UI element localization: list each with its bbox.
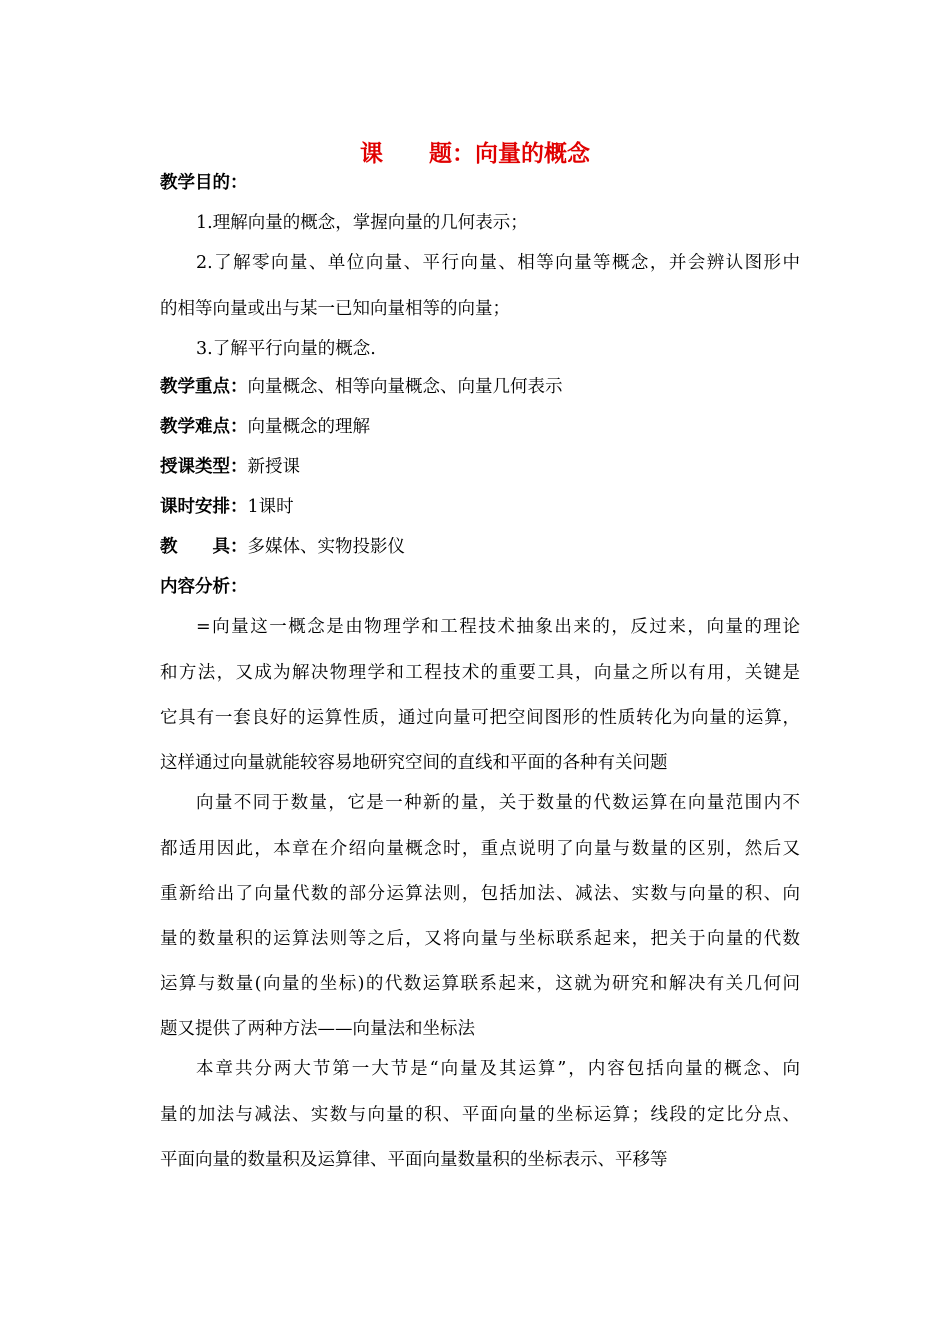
key-points-row <box>160 374 800 400</box>
analysis-p2-line-3: 重新给出了向量代数的部分运算法则，包括加法、减法、实数与向量的积、向 <box>160 884 800 904</box>
tools-row <box>160 534 800 560</box>
objectives-heading <box>160 170 800 196</box>
analysis-p2-line-1: 向量不同于数量，它是一种新的量，关于数量的代数运算在向量范围内不 <box>196 793 800 813</box>
schedule-label: 课时安排： <box>160 497 248 517</box>
analysis-p3-line-2: 量的加法与减法、实数与向量的积、平面向量的坐标运算；线段的定比分点、 <box>160 1105 800 1125</box>
analysis-p1-line-1: =向量这一概念是由物理学和工程技术抽象出来的，反过来，向量的理论 <box>196 617 800 637</box>
objective-item-3: 3.了解平行向量的概念. <box>196 339 376 359</box>
lesson-type-value: 新授课 <box>247 457 300 477</box>
key-points-value: 向量概念、相等向量概念、向量几何表示 <box>247 377 563 397</box>
objective-item-2: 2.了解零向量、单位向量、平行向量、相等向量等概念，并会辨认图形中 <box>196 253 800 273</box>
tools-value: 多媒体、实物投影仪 <box>247 537 405 557</box>
lesson-type-row <box>160 454 800 480</box>
objectives-label: 教学目的： <box>160 173 248 193</box>
analysis-p3-line-1: 本章共分两大节第一大节是“向量及其运算”，内容包括向量的概念、向 <box>196 1059 800 1079</box>
analysis-p2-line-5: 运算与数量(向量的坐标)的代数运算联系起来，这就为研究和解决有关几何问 <box>160 974 800 994</box>
difficulties-value: 向量概念的理解 <box>247 417 370 437</box>
objective-item-2-cont: 的相等向量或出与某一已知向量相等的向量； <box>160 299 510 319</box>
schedule-row <box>160 494 800 520</box>
analysis-label: 内容分析： <box>160 577 248 597</box>
analysis-p1-line-3: 它具有一套良好的运算性质，通过向量可把空间图形的性质转化为向量的运算， <box>160 708 800 728</box>
analysis-heading <box>160 574 800 600</box>
analysis-p2-line-6: 题又提供了两种方法——向量法和坐标法 <box>160 1019 475 1039</box>
key-points-label: 教学重点： <box>160 377 248 397</box>
analysis-p3-line-3: 平面向量的数量积及运算律、平面向量数量积的坐标表示、平移等 <box>160 1150 668 1170</box>
difficulties-label: 教学难点： <box>160 417 248 437</box>
tools-label: 教 具： <box>160 537 248 557</box>
lesson-type-label: 授课类型： <box>160 457 248 477</box>
analysis-p1-line-4: 这样通过向量就能较容易地研究空间的直线和平面的各种有关问题 <box>160 753 668 773</box>
schedule-value: 1课时 <box>247 497 294 517</box>
analysis-p2-line-2: 都适用因此，本章在介绍向量概念时，重点说明了向量与数量的区别，然后又 <box>160 839 800 859</box>
objective-item-1: 1.理解向量的概念，掌握向量的几何表示； <box>196 213 528 233</box>
difficulties-row <box>160 414 800 440</box>
analysis-p2-line-4: 量的数量积的运算法则等之后，又将向量与坐标联系起来，把关于向量的代数 <box>160 929 800 949</box>
analysis-p1-line-2: 和方法，又成为解决物理学和工程技术的重要工具，向量之所以有用，关键是 <box>160 663 800 683</box>
page-title: 课 题：向量的概念 <box>360 141 590 167</box>
